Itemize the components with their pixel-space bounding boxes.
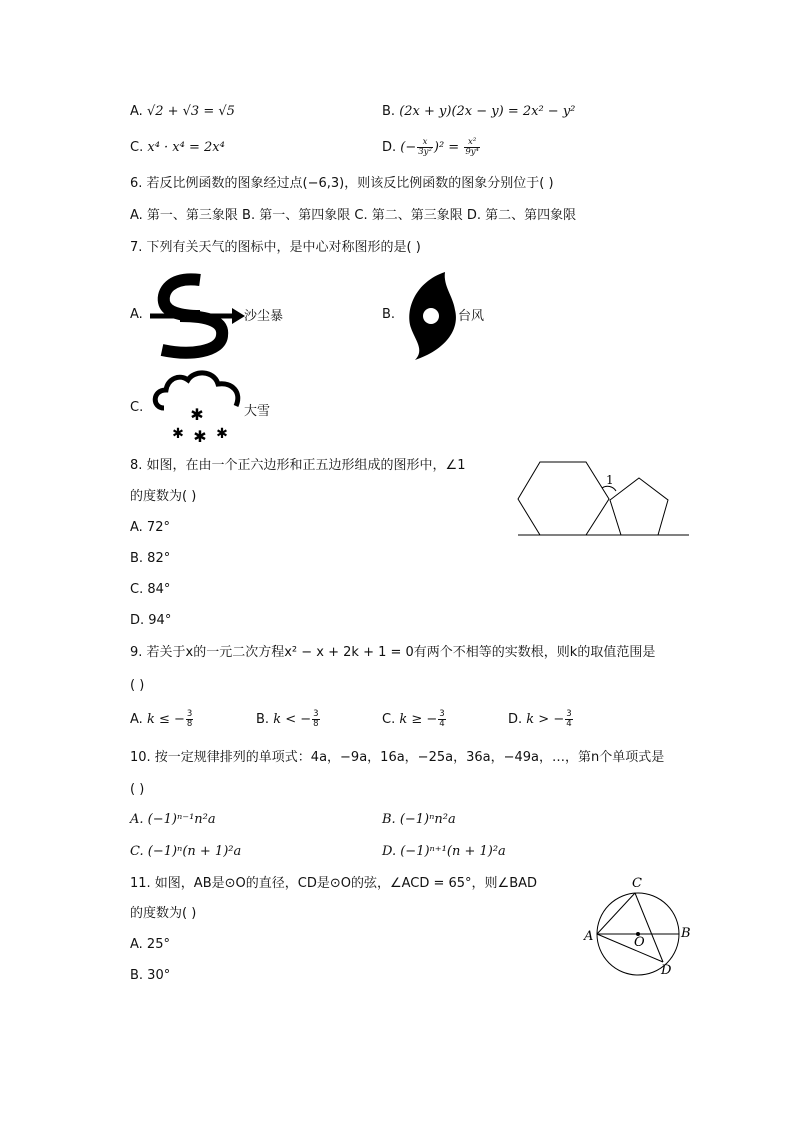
q5-option-a[interactable] bbox=[130, 102, 235, 122]
q8-option-d[interactable]: D. 94° bbox=[130, 613, 172, 628]
q6-stem: 6. 若反比例函数的图象经过点(−6,3)，则该反比例函数的图象分别位于( ) bbox=[130, 176, 554, 191]
point-o-label: O bbox=[634, 935, 645, 950]
option-label: C. bbox=[382, 712, 396, 727]
q5-d-part: (− bbox=[400, 140, 417, 155]
denominator: 3y² bbox=[418, 147, 432, 157]
svg-text:✱: ✱ bbox=[190, 405, 204, 424]
q7-option-b-caption: 台风 bbox=[458, 309, 485, 324]
q10-stem-line1: 10. 按一定规律排列的单项式：4a，−9a，16a，−25a，36a，−49a，…，第n个单项式是 bbox=[130, 750, 665, 765]
q11-option-b[interactable]: B. 30° bbox=[130, 968, 171, 983]
numerator: 3 bbox=[566, 709, 572, 719]
q9-option-a[interactable] bbox=[130, 710, 194, 730]
q8-option-a[interactable]: A. 72° bbox=[130, 520, 170, 535]
option-label: B. bbox=[382, 104, 396, 119]
svg-text:✱: ✱ bbox=[172, 426, 184, 442]
sandstorm-icon bbox=[150, 272, 245, 360]
typhoon-icon bbox=[405, 270, 460, 362]
q7-option-c-label[interactable]: C. bbox=[130, 400, 144, 415]
denominator: 8 bbox=[186, 719, 193, 729]
option-label: B. bbox=[256, 712, 270, 727]
q9-c-expression: k ≥ − bbox=[399, 712, 438, 727]
circle-diagram bbox=[582, 874, 692, 978]
numerator: 3 bbox=[186, 709, 193, 719]
option-label: D. bbox=[382, 140, 397, 155]
q8-option-b[interactable]: B. 82° bbox=[130, 551, 171, 566]
point-c-label: C bbox=[632, 876, 642, 891]
numerator: x² bbox=[464, 138, 480, 148]
q7-option-a-caption: 沙尘暴 bbox=[244, 309, 284, 324]
q7-stem: 7. 下列有关天气的图标中，是中心对称图形的是( ) bbox=[130, 240, 421, 255]
q5-a-expression: √2 + √3 = √5 bbox=[146, 104, 235, 119]
q8-stem-line2: 的度数为( ) bbox=[130, 489, 197, 504]
q5-d-part: )² = bbox=[433, 140, 460, 155]
q9-a-fraction bbox=[186, 710, 193, 729]
svg-text:✱: ✱ bbox=[193, 427, 207, 446]
point-d-label: D bbox=[661, 963, 672, 978]
angle-1-label: 1 bbox=[606, 473, 614, 487]
q9-option-b[interactable] bbox=[256, 710, 321, 730]
q9-stem-line2: ( ) bbox=[130, 678, 145, 693]
q5-option-c[interactable] bbox=[130, 138, 225, 158]
q9-option-d[interactable] bbox=[508, 710, 574, 730]
numerator: 3 bbox=[439, 709, 445, 719]
q9-a-expression: k ≤ − bbox=[146, 712, 185, 727]
q5-b-expression: (2x + y)(2x − y) = 2x² − y² bbox=[399, 104, 576, 119]
denominator: 9y⁴ bbox=[465, 147, 479, 157]
q5-d-fraction-1 bbox=[417, 138, 433, 157]
q8-stem-line1: 8. 如图，在由一个正六边形和正五边形组成的图形中，∠1 bbox=[130, 458, 466, 473]
q11-option-a[interactable]: A. 25° bbox=[130, 937, 170, 952]
q5-d-fraction-2 bbox=[464, 138, 480, 157]
point-b-label: B bbox=[681, 926, 691, 941]
point-a-label: A bbox=[584, 929, 594, 944]
option-label: A. bbox=[130, 104, 143, 119]
svg-text:✱: ✱ bbox=[216, 426, 228, 442]
q9-b-fraction bbox=[312, 710, 319, 729]
q7-option-a-label[interactable]: A. bbox=[130, 307, 143, 322]
denominator: 8 bbox=[313, 719, 319, 729]
q9-d-expression: k > − bbox=[526, 712, 565, 727]
numerator: 3 bbox=[313, 709, 319, 719]
numerator: x bbox=[417, 138, 433, 148]
denominator: 4 bbox=[439, 719, 445, 729]
q9-option-c[interactable] bbox=[382, 710, 447, 730]
option-label: A. bbox=[130, 712, 143, 727]
q11-stem-line1: 11. 如图，AB是⊙O的直径，CD是⊙O的弦，∠ACD = 65°，则∠BAD bbox=[130, 876, 538, 891]
q5-option-d[interactable] bbox=[382, 138, 481, 158]
q10-stem-line2: ( ) bbox=[130, 782, 145, 797]
q7-option-c-caption: 大雪 bbox=[244, 404, 271, 419]
q10-option-c[interactable]: C. (−1)ⁿ(n + 1)²a bbox=[130, 844, 242, 859]
q10-option-b[interactable]: B. (−1)ⁿn²a bbox=[382, 812, 456, 827]
q11-stem-line2: 的度数为( ) bbox=[130, 906, 197, 921]
heavy-snow-icon bbox=[150, 368, 245, 446]
q8-option-c[interactable]: C. 84° bbox=[130, 582, 171, 597]
option-label: C. bbox=[130, 140, 144, 155]
q9-b-expression: k < − bbox=[273, 712, 312, 727]
q9-stem-line1: 9. 若关于x的一元二次方程x² − x + 2k + 1 = 0有两个不相等的实数根，则k的取值范围是 bbox=[130, 645, 656, 660]
q5-c-expression: x⁴ · x⁴ = 2x⁴ bbox=[147, 140, 225, 155]
hexagon-pentagon-figure bbox=[516, 458, 691, 540]
q10-option-d[interactable]: D. (−1)ⁿ⁺¹(n + 1)²a bbox=[382, 844, 506, 859]
q9-d-fraction bbox=[565, 710, 572, 729]
q6-options[interactable]: A. 第一、第三象限 B. 第一、第四象限 C. 第二、第三象限 D. 第二、第四象限 bbox=[130, 208, 577, 223]
q9-c-fraction bbox=[438, 710, 445, 729]
q5-option-b[interactable] bbox=[382, 102, 575, 122]
denominator: 4 bbox=[566, 719, 572, 729]
q7-option-b-label[interactable]: B. bbox=[382, 307, 396, 322]
option-label: D. bbox=[508, 712, 523, 727]
q10-option-a[interactable]: A. (−1)ⁿ⁻¹n²a bbox=[130, 812, 216, 827]
